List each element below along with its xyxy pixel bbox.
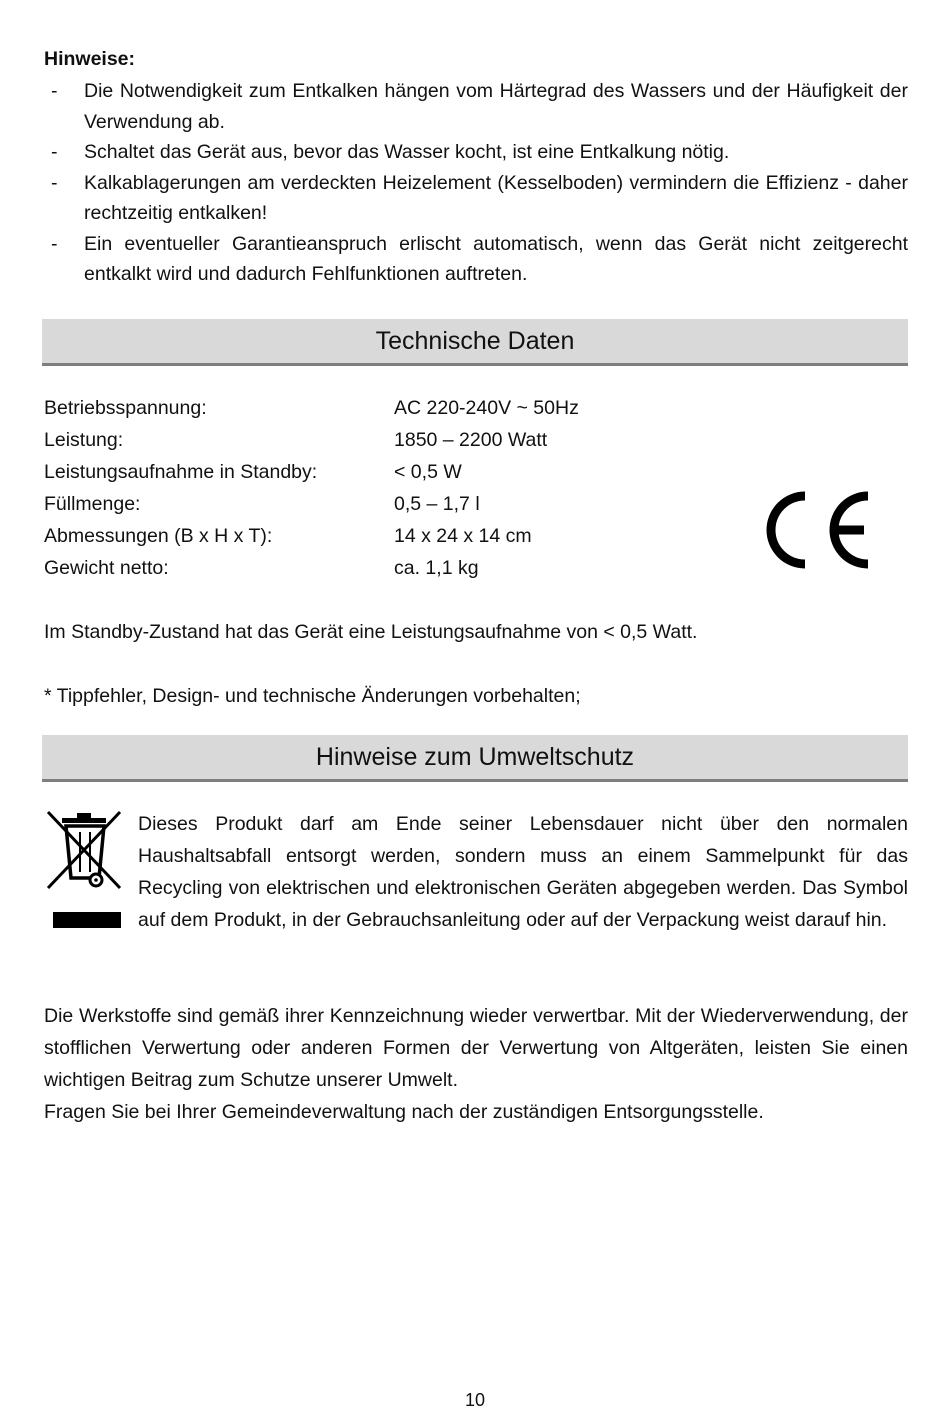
list-item-text: Kalkablagerungen am verdeckten Heizelement (Kesselboden) vermindern die Effizienz - daher rechtzeitig entkalken! <box>84 171 908 224</box>
spec-value: ca. 1,1 kg <box>394 556 479 579</box>
bullet-dash: - <box>51 171 58 194</box>
spec-label: Leistung: <box>44 428 124 451</box>
section-heading-umweltschutz <box>42 735 908 782</box>
ce-mark-icon <box>758 488 874 572</box>
bullet-dash: - <box>51 232 58 255</box>
spec-label: Betriebsspannung: <box>44 396 207 419</box>
recycling-paragraph: Die Werkstoffe sind gemäß ihrer Kennzeichnung wieder verwertbar. Mit der Wiederverwendung, der stofflichen Verwertung oder anderen Formen der Verwertung von Altgeräten, leisten Sie einen wichtigen Beitrag zum Schutze unserer Umwelt. <box>44 1005 908 1091</box>
hinweise-title: Hinweise: <box>44 48 136 70</box>
section-heading-technische-daten <box>42 319 908 366</box>
spec-value: AC 220-240V ~ 50Hz <box>394 396 579 419</box>
table-row <box>44 456 579 488</box>
spec-label: Gewicht netto: <box>44 556 169 579</box>
spec-value: 1850 – 2200 Watt <box>394 428 548 451</box>
bullet-dash: - <box>51 141 58 163</box>
disclaimer: * Tippfehler, Design- und technische Änderungen vorbehalten; <box>44 685 581 707</box>
spec-value: 14 x 24 x 14 cm <box>394 524 532 547</box>
list-item <box>44 76 908 137</box>
table-row <box>44 424 579 456</box>
spec-label: Füllmenge: <box>44 492 141 515</box>
spec-label: Abmessungen (B x H x T): <box>44 524 273 547</box>
hinweise-list <box>44 76 908 290</box>
table-row <box>44 392 579 424</box>
disposal-contact-paragraph: Fragen Sie bei Ihrer Gemeindeverwaltung nach der zuständigen Entsorgungsstelle. <box>44 1101 764 1123</box>
list-item <box>44 229 908 290</box>
page-number: 10 <box>464 1390 486 1410</box>
list-item <box>44 137 908 168</box>
list-item <box>44 168 908 229</box>
table-row <box>44 552 579 584</box>
standby-note: Im Standby-Zustand hat das Gerät eine Leistungsaufnahme von < 0,5 Watt. <box>44 621 698 643</box>
table-row <box>44 520 579 552</box>
weee-disposal-text: Dieses Produkt darf am Ende seiner Lebensdauer nicht über den normalen Haushaltsabfall entsorgt werden, sondern muss an einem Sammelpunkt für das Recycling von elektrischen und elektronischen Geräten abgegeben werden. Das Symbol auf dem Produkt, in der Gebrauchsanleitung oder auf der Verpackung weist darauf hin. <box>138 813 908 931</box>
table-row <box>44 488 579 520</box>
list-item-text: Die Notwendigkeit zum Entkalken hängen vom Härtegrad des Wassers und der Häufigkeit der Verwendung ab. <box>84 80 908 133</box>
list-item-text: Ein eventueller Garantieanspruch erlischt automatisch, wenn das Gerät nicht zeitgerecht entkalkt wird und dadurch Fehlfunktionen auftreten. <box>84 232 908 285</box>
specs-table <box>44 392 579 584</box>
list-item-text: Schaltet das Gerät aus, bevor das Wasser kocht, ist eine Entkalkung nötig. <box>84 141 730 163</box>
spec-label: Leistungsaufnahme in Standby: <box>44 460 318 483</box>
spec-value: < 0,5 W <box>394 460 462 483</box>
section-heading-text: Hinweise zum Umweltschutz <box>315 742 635 771</box>
bullet-dash: - <box>51 80 58 102</box>
crossed-out-wheelie-bin-icon <box>44 808 124 932</box>
section-heading-text: Technische Daten <box>375 326 575 355</box>
spec-value: 0,5 – 1,7 l <box>394 492 480 515</box>
